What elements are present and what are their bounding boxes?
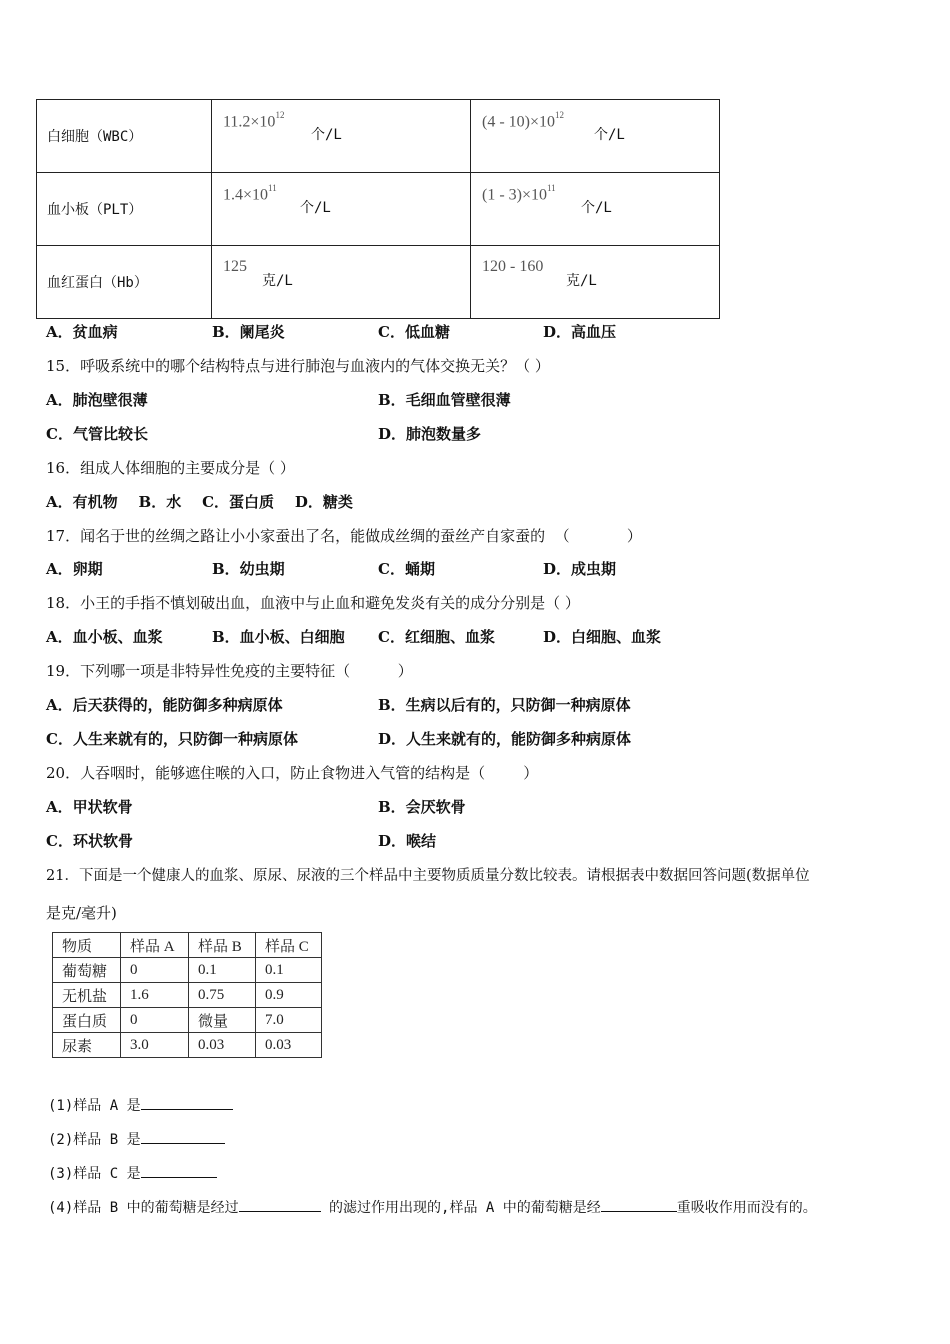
answer-blank[interactable] [239,1197,321,1212]
table-cell: 0.03 [256,1033,322,1058]
q21-stem-line1: 21．下面是一个健康人的血浆、原尿、尿液的三个样品中主要物质质量分数比较表。请根据表中数据回答问题(数据单位 [46,868,810,884]
table-cell: 葡萄糖 [53,958,121,983]
normal-value: $(1 - 3)\times 10^{11}$ [482,183,556,204]
q14-option-d[interactable]: D．高血压 [543,323,617,341]
table-row [53,958,322,983]
q19-option-d[interactable]: D．人生来就有的，能防御多种病原体 [378,730,632,748]
measured-value: 125 [223,258,247,275]
q17-option-d[interactable]: D．成虫期 [543,560,617,578]
sample-table [52,932,322,1058]
table-cell-measured [212,100,471,173]
column-header: 样品 C [256,933,322,958]
normal-value: $(4 - 10)\times 10^{12}$ [482,110,565,131]
normal-value: 120 - 160 [482,258,544,275]
q14-option-b[interactable]: B．阑尾炎 [212,323,285,341]
table-cell-item: 白细胞（WBC） [37,100,212,173]
q16-stem: 16．组成人体细胞的主要成分是（ ） [46,459,295,477]
q17-option-a[interactable]: A．卵期 [46,560,103,578]
measured-unit: 个/L [300,200,331,216]
q20-option-d[interactable]: D．喉结 [378,832,437,850]
measured-value: $11.2\times 10^{12}$ [223,110,285,131]
answer-blank[interactable] [141,1129,225,1144]
q15-option-d[interactable]: D．肺泡数量多 [378,425,482,443]
table-header-row [53,933,322,958]
table-cell-normal [471,100,720,173]
q17-option-b[interactable]: B．幼虫期 [212,560,285,578]
table-cell-measured [212,173,471,246]
measured-unit: 个/L [311,127,342,143]
q20-option-c[interactable]: C．环状软骨 [46,832,133,850]
answer-blank[interactable] [141,1095,233,1110]
table-cell-item: 血红蛋白（Hb） [37,246,212,319]
table-cell: 7.0 [256,1008,322,1033]
q21-sub2: (2)样品 B 是 [48,1129,225,1149]
q15-stem: 15．呼吸系统中的哪个结构特点与进行肺泡与血液内的气体交换无关？（ ） [46,357,550,375]
table-cell: 0.9 [256,983,322,1008]
answer-blank[interactable] [141,1163,217,1178]
table-row [53,983,322,1008]
q19-option-c[interactable]: C．人生来就有的，只防御一种病原体 [46,730,298,748]
q17-option-c[interactable]: C．蛹期 [378,560,435,578]
q19-option-b[interactable]: B．生病以后有的，只防御一种病原体 [378,696,631,714]
q19-stem: 19．下列哪一项是非特异性免疫的主要特征（ ） [46,662,413,680]
q18-option-b[interactable]: B．血小板、白细胞 [212,628,345,646]
normal-unit: 个/L [581,200,612,216]
table-cell: 3.0 [121,1033,189,1058]
table-cell-measured [212,246,471,319]
q15-option-a[interactable]: A．肺泡壁很薄 [46,391,148,409]
table-row [53,1008,322,1033]
table-cell: 0.1 [256,958,322,983]
answer-blank[interactable] [601,1197,677,1212]
q17-stem: 17．闻名于世的丝绸之路让小小家蚕出了名，能做成丝绸的蚕丝产自家蚕的 （ ） [46,527,642,545]
table-cell: 0.75 [189,983,256,1008]
table-cell: 0 [121,1008,189,1033]
q21-sub4: (4)样品 B 中的葡萄糖是经过 的滤过作用出现的,样品 A 中的葡萄糖是经 重吸收作用而没有的。 [48,1197,817,1217]
q20-option-b[interactable]: B．会厌软骨 [378,798,466,816]
q19-option-a[interactable]: A．后天获得的，能防御多种病原体 [46,696,283,714]
q14-option-c[interactable]: C．低血糖 [378,323,450,341]
table-cell-item: 血小板（PLT） [37,173,212,246]
q21-sub3: (3)样品 C 是 [48,1163,217,1183]
normal-unit: 克/L [566,273,597,289]
q18-option-d[interactable]: D．白细胞、血浆 [543,628,662,646]
table-cell: 微量 [189,1008,256,1033]
measured-value: $1.4\times 10^{11}$ [223,183,277,204]
table-cell: 0.03 [189,1033,256,1058]
q20-option-a[interactable]: A．甲状软骨 [46,798,133,816]
blood-test-table [36,99,720,319]
table-cell: 蛋白质 [53,1008,121,1033]
q15-option-c[interactable]: C．气管比较长 [46,425,148,443]
normal-unit: 个/L [594,127,625,143]
q21-sub1: (1)样品 A 是 [48,1095,233,1115]
column-header: 样品 A [121,933,189,958]
table-cell: 0 [121,958,189,983]
q18-option-c[interactable]: C．红细胞、血浆 [378,628,495,646]
column-header: 物质 [53,933,121,958]
column-header: 样品 B [189,933,256,958]
q18-stem: 18．小王的手指不慎划破出血，血液中与止血和避免发炎有关的成分分别是（ ） [46,594,580,612]
table-cell-normal [471,246,720,319]
q15-option-b[interactable]: B．毛细血管壁很薄 [378,391,511,409]
q18-option-a[interactable]: A．血小板、血浆 [46,628,163,646]
q16-options[interactable]: A．有机物 B．水 C．蛋白质 D．糖类 [46,493,353,511]
table-row [53,1033,322,1058]
q21-stem-line2: 是克/毫升) [46,904,117,922]
measured-unit: 克/L [262,273,293,289]
table-cell: 尿素 [53,1033,121,1058]
q20-stem: 20．人吞咽时，能够遮住喉的入口，防止食物进入气管的结构是（ ） [46,764,539,782]
table-cell: 无机盐 [53,983,121,1008]
table-cell-normal [471,173,720,246]
table-cell: 1.6 [121,983,189,1008]
table-cell: 0.1 [189,958,256,983]
q14-option-a[interactable]: A．贫血病 [46,323,118,341]
